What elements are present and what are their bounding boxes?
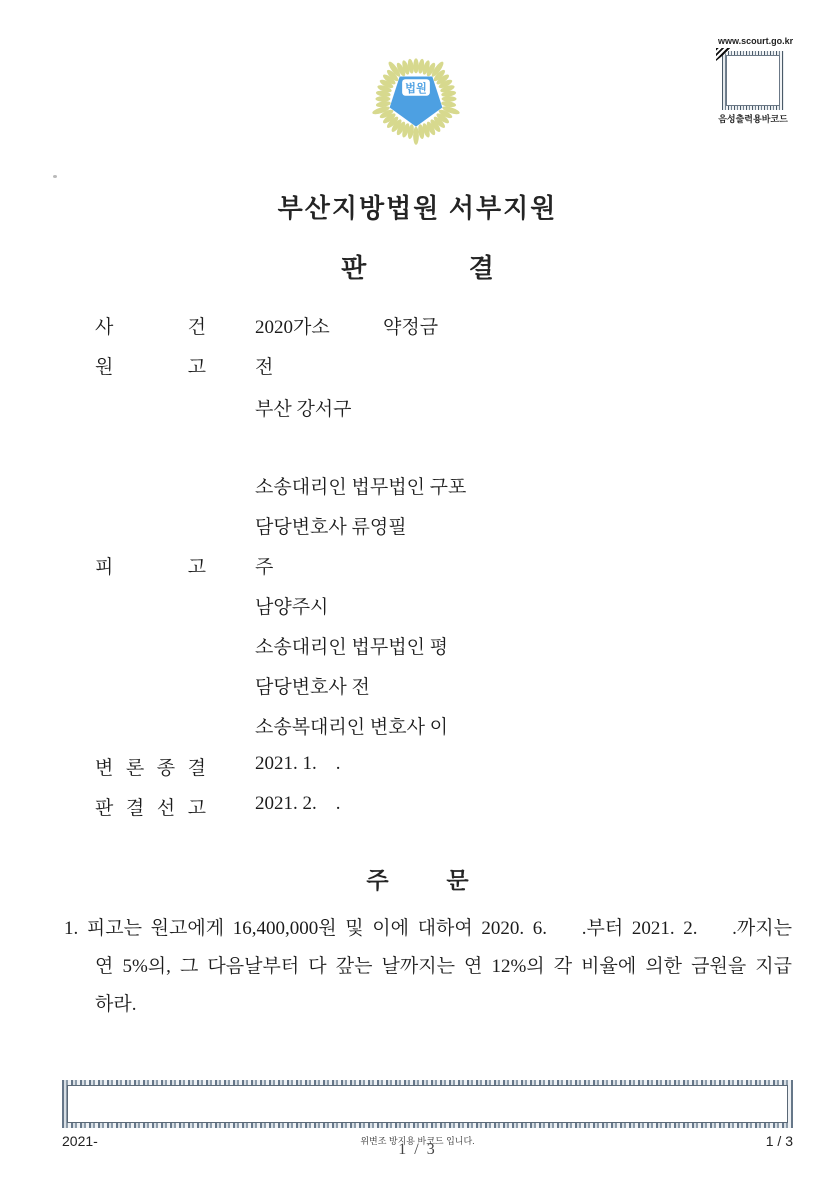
footer-doc-number: 2021-	[62, 1133, 98, 1149]
trial-sentencing-label: 판 결 선 고	[95, 798, 207, 819]
scan-speck	[53, 175, 57, 178]
trial-closing-date: 2021. 1. .	[255, 753, 341, 774]
plaintiff-label: 원 고	[95, 357, 207, 378]
order-line-3: 하라.	[95, 994, 137, 1015]
defendant-attorney: 담당변호사 전	[255, 677, 370, 698]
court-emblem-icon	[361, 52, 471, 148]
scourt-url: www.scourt.go.kr	[718, 36, 794, 46]
order-heading: 주 문	[366, 868, 469, 893]
trial-closing-row	[0, 753, 835, 781]
defendant-address: 남양주시	[255, 597, 329, 618]
defendant-row	[0, 552, 835, 580]
anti-forgery-barcode-inner	[68, 1086, 787, 1122]
trial-closing-label: 변 론 종 결	[95, 758, 207, 779]
trial-sentencing-date: 2021. 2. .	[255, 793, 341, 814]
case-number: 2020가소	[255, 317, 330, 338]
trial-sentencing-row	[0, 793, 835, 821]
case-value	[255, 312, 438, 339]
case-label: 사 건	[95, 317, 207, 338]
plaintiff-counsel: 소송대리인 법무법인 구포	[255, 477, 467, 498]
voice-barcode-label: 음성출력용바코드	[718, 114, 788, 124]
emblem-center-label: 법원	[405, 83, 427, 95]
plaintiff-attorney: 담당변호사 류영필	[255, 517, 407, 538]
voice-barcode-inner	[727, 56, 779, 105]
order-line-1: 1. 피고는 원고에게 16,400,000원 및 이에 대하여 2020. 6. .부터 2021. 2. .까지는	[64, 918, 792, 939]
anti-forgery-barcode	[62, 1080, 793, 1128]
court-name-title: 부산지방법원 서부지원	[277, 194, 558, 223]
defendant-name: 주	[255, 557, 274, 578]
footer-page-number-center: 1 / 3	[398, 1141, 437, 1158]
footer-barcode-caption: 위변조 방지용 바코드 입니다.	[360, 1136, 475, 1146]
plaintiff-address: 부산 강서구	[255, 399, 352, 420]
judgment-title: 판 결	[341, 254, 494, 283]
order-line-2: 연 5%의, 그 다음날부터 다 갚는 날까지는 연 12%의 각 비율에 의한 금원을 지급	[95, 956, 792, 977]
defendant-sub-counsel: 소송복대리인 변호사 이	[255, 717, 449, 738]
case-name: 약정금	[383, 317, 439, 338]
footer-page-number-right: 1 / 3	[765, 1133, 793, 1149]
plaintiff-name: 전	[255, 357, 274, 378]
voice-barcode	[722, 51, 784, 110]
case-row	[0, 312, 835, 340]
defendant-counsel: 소송대리인 법무법인 평	[255, 637, 449, 658]
defendant-label: 피 고	[95, 557, 207, 578]
plaintiff-row	[0, 352, 835, 380]
